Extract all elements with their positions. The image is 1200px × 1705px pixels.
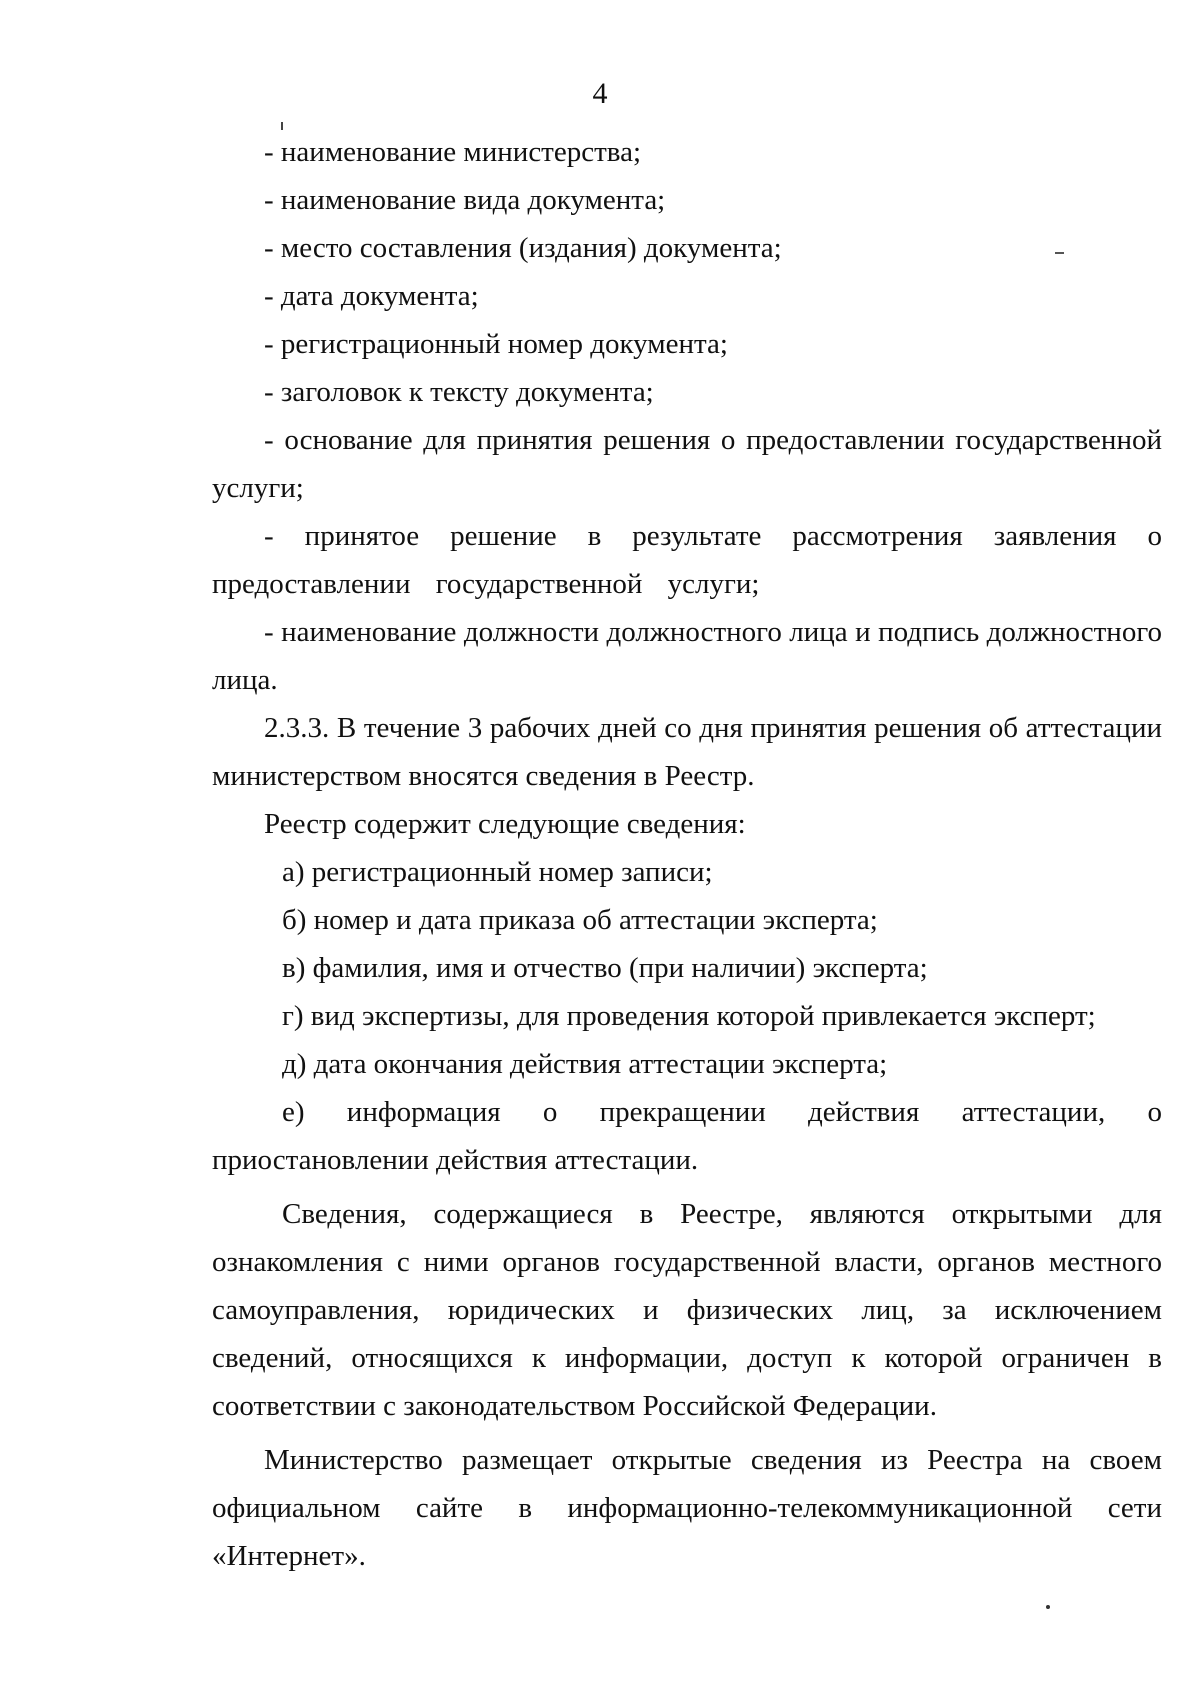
open-info-paragraph: Сведения, содержащиеся в Реестре, являются открытыми для ознакомления с ними органов государственной власти, органов местного самоуправления, юридических и физических лиц, за исключением сведений, относящихся к информации, доступ к которой ограничен в соответствии с законодательством Российской Федерации. bbox=[212, 1198, 1162, 1422]
list-item: - основание для принятия решения о предоставлении государственной услуги; bbox=[212, 424, 1162, 504]
list-item: - наименование должности должностного лица и подпись должностного лица. bbox=[212, 616, 1162, 696]
registry-item: а) регистрационный номер записи; bbox=[282, 856, 713, 888]
registry-item: б) номер и дата приказа об аттестации эксперта; bbox=[282, 904, 878, 936]
publication-paragraph: Министерство размещает открытые сведения из Реестра на своем официальном сайте в информационно-телекоммуникационной сети «Интернет». bbox=[212, 1444, 1162, 1572]
list-item: - регистрационный номер документа; bbox=[264, 328, 728, 360]
registry-item: д) дата окончания действия аттестации эксперта; bbox=[282, 1048, 888, 1080]
list-item: - наименование вида документа; bbox=[264, 184, 666, 216]
registry-intro: Реестр содержит следующие сведения: bbox=[264, 808, 746, 840]
registry-item: в) фамилия, имя и отчество (при наличии) эксперта; bbox=[282, 952, 928, 984]
list-item: - принятое решение в результате рассмотрения заявления о предоставлении государственной услуги; bbox=[212, 520, 1162, 600]
document-body bbox=[212, 128, 1162, 1580]
page-number: 4 bbox=[592, 77, 608, 110]
registry-item: г) вид экспертизы, для проведения которой привлекается эксперт; bbox=[282, 1000, 1096, 1032]
registry-item: е) информация о прекращении действия аттестации, о приостановлении действия аттестации. bbox=[212, 1096, 1162, 1176]
list-item: - заголовок к тексту документа; bbox=[264, 376, 654, 408]
section-2-3-3: 2.3.3. В течение 3 рабочих дней со дня принятия решения об аттестации министерством вносятся сведения в Реестр. bbox=[212, 712, 1162, 792]
list-item: - наименование министерства; bbox=[264, 136, 642, 168]
list-item: - место составления (издания) документа; bbox=[264, 232, 782, 264]
list-item: - дата документа; bbox=[264, 280, 479, 312]
scan-artifact-dot bbox=[1046, 1605, 1050, 1609]
